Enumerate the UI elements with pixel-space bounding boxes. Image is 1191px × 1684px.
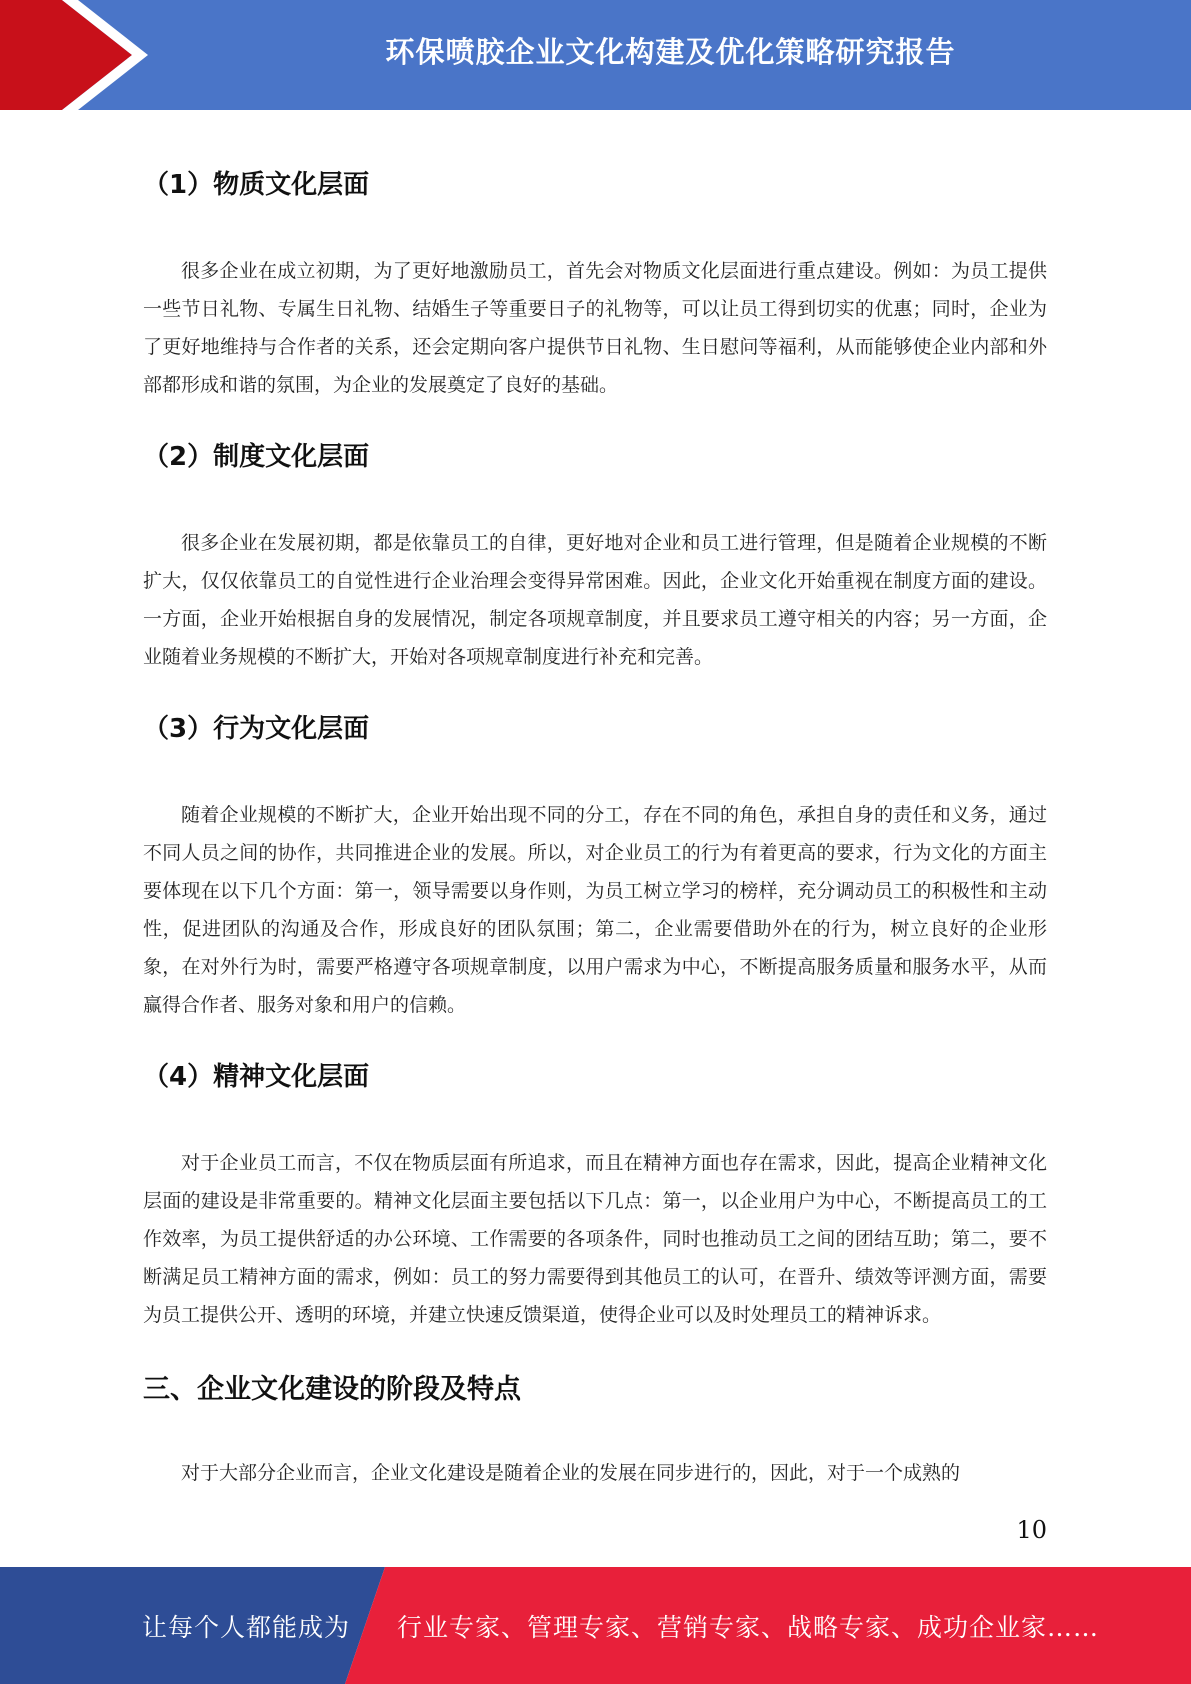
- section-institution: [143, 432, 1047, 676]
- section-heading: （4）精神文化层面: [143, 1062, 370, 1092]
- section-behavior: [143, 704, 1047, 1024]
- report-title: 环保喷胶企业文化构建及优化策略研究报告: [385, 34, 956, 69]
- footer-banner: [0, 1567, 1191, 1684]
- section-paragraph: 随着企业规模的不断扩大，企业开始出现不同的分工，存在不同的角色，承担自身的责任和义务，通过不同人员之间的协作，共同推进企业的发展。所以，对企业员工的行为有着更高的要求，行为文化的方面主要体现在以下几个方面：第一，领导需要以身作则，为员工树立学习的榜样，充分调动员工的积极性和主动性，促进团队的沟通及合作，形成良好的团队氛围；第二，企业需要借助外在的行为，树立良好的企业形象，在对外行为时，需要严格遵守各项规章制度，以用户需求为中心，不断提高服务质量和服务水平，从而赢得合作者、服务对象和用户的信赖。: [143, 804, 1047, 1016]
- section-material: [143, 160, 1047, 404]
- header-banner: [0, 0, 1191, 110]
- chapter-heading: 三、企业文化建设的阶段及特点: [143, 1374, 521, 1405]
- chapter-three: [143, 1364, 1047, 1492]
- header-arrow-decoration: [0, 0, 160, 110]
- section-spirit: [143, 1052, 1047, 1334]
- section-heading: （1）物质文化层面: [143, 170, 370, 200]
- footer-slogan-left: 让每个人都能成为: [142, 1612, 351, 1642]
- page-number: 10: [1016, 1516, 1047, 1544]
- main-content: [143, 160, 1047, 1492]
- chapter-paragraph: 对于大部分企业而言，企业文化建设是随着企业的发展在同步进行的，因此，对于一个成熟的: [181, 1462, 961, 1484]
- section-paragraph: 很多企业在成立初期，为了更好地激励员工，首先会对物质文化层面进行重点建设。例如：为员工提供一些节日礼物、专属生日礼物、结婚生子等重要日子的礼物等，可以让员工得到切实的优惠；同时，企业为了更好地维持与合作者的关系，还会定期向客户提供节日礼物、生日慰问等福利，从而能够使企业内部和外部都形成和谐的氛围，为企业的发展奠定了良好的基础。: [143, 260, 1047, 396]
- footer-slogan-right: 行业专家、管理专家、营销专家、战略专家、成功企业家……: [397, 1612, 1100, 1642]
- section-heading: （3）行为文化层面: [143, 714, 370, 744]
- section-heading: （2）制度文化层面: [143, 442, 370, 472]
- section-paragraph: 很多企业在发展初期，都是依靠员工的自律，更好地对企业和员工进行管理，但是随着企业规模的不断扩大，仅仅依靠员工的自觉性进行企业治理会变得异常困难。因此，企业文化开始重视在制度方面的建设。一方面，企业开始根据自身的发展情况，制定各项规章制度，并且要求员工遵守相关的内容；另一方面，企业随着业务规模的不断扩大，开始对各项规章制度进行补充和完善。: [143, 532, 1047, 668]
- section-paragraph: 对于企业员工而言，不仅在物质层面有所追求，而且在精神方面也存在需求，因此，提高企业精神文化层面的建设是非常重要的。精神文化层面主要包括以下几点：第一，以企业用户为中心，不断提高员工的工作效率，为员工提供舒适的办公环境、工作需要的各项条件，同时也推动员工之间的团结互助；第二，要不断满足员工精神方面的需求，例如：员工的努力需要得到其他员工的认可，在晋升、绩效等评测方面，需要为员工提供公开、透明的环境，并建立快速反馈渠道，使得企业可以及时处理员工的精神诉求。: [143, 1152, 1047, 1326]
